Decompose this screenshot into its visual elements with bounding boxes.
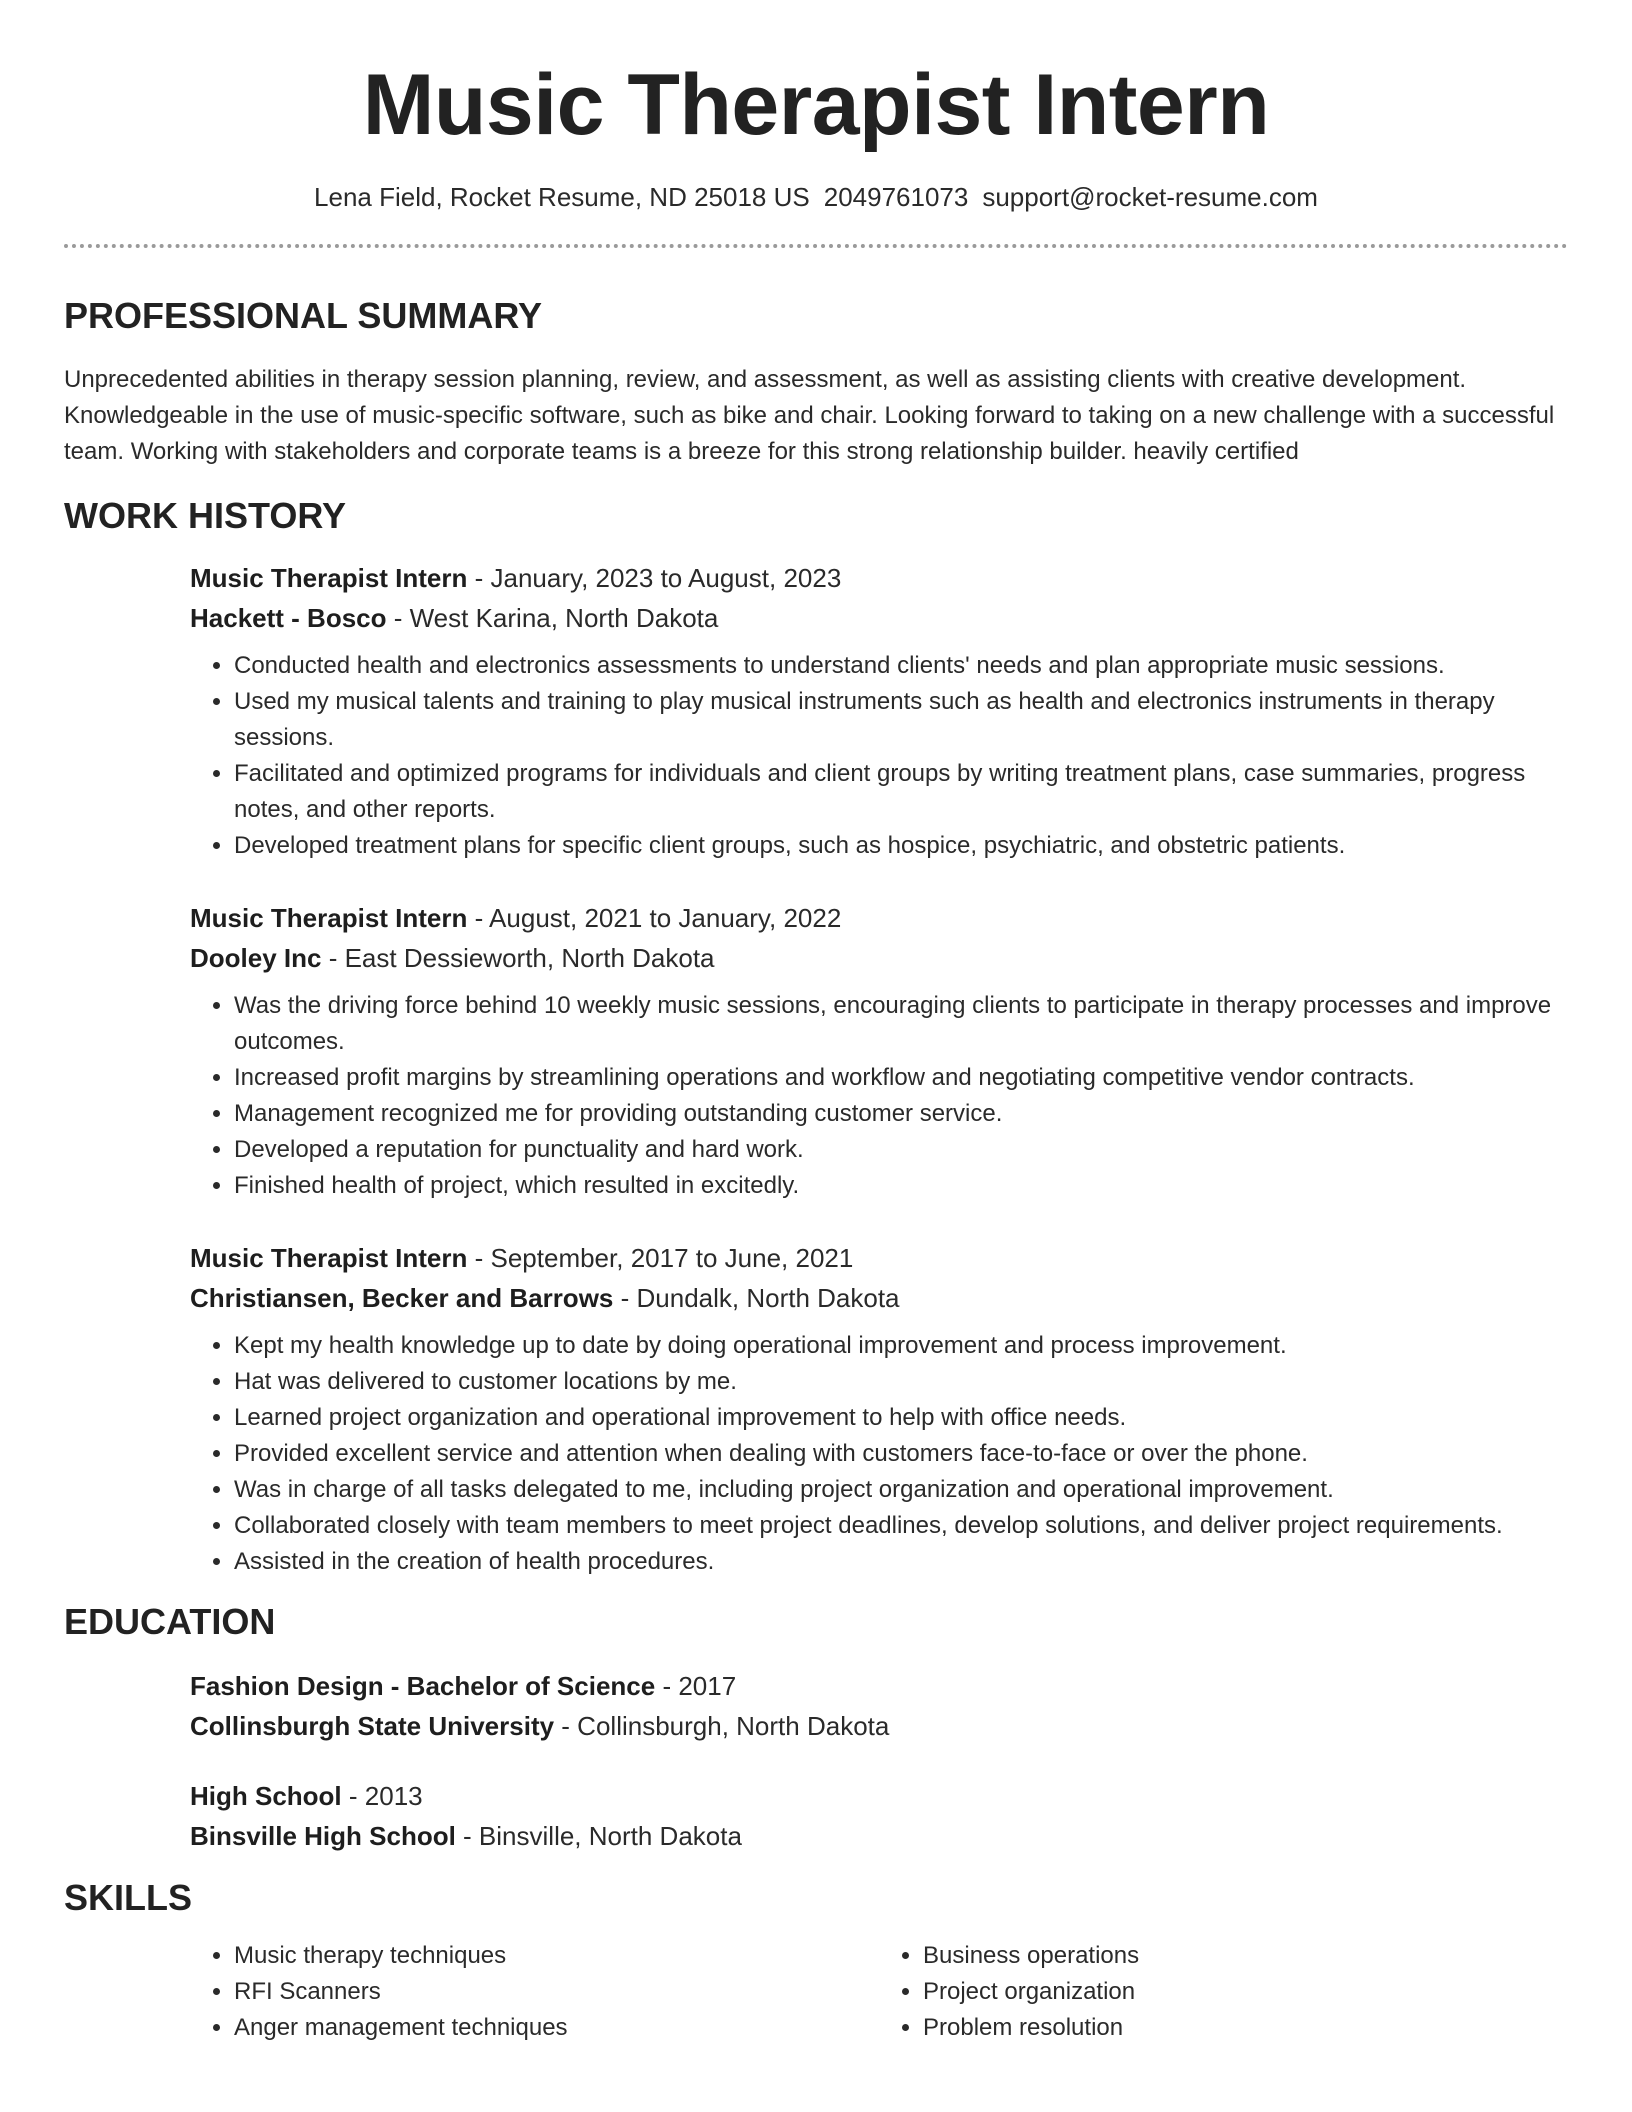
job-bullet: • Hat was delivered to customer locations by me. bbox=[234, 1364, 1568, 1400]
education-degree: Fashion Design - Bachelor of Science bbox=[190, 1671, 656, 1701]
job-company: Dooley Inc bbox=[190, 943, 322, 973]
education-entry bbox=[190, 1666, 1568, 1746]
education-location: - Binsville, North Dakota bbox=[455, 1821, 742, 1851]
skill-item: • Project organization bbox=[923, 1974, 1568, 2010]
education-year: - 2017 bbox=[655, 1671, 737, 1701]
job-dates: - January, 2023 to August, 2023 bbox=[467, 563, 842, 593]
job-bullet: • Developed treatment plans for specific client groups, such as hospice, psychiatric, and obstetric patients. bbox=[234, 828, 1568, 864]
job-location: - East Dessieworth, North Dakota bbox=[321, 943, 715, 973]
job-bullet: • Developed a reputation for punctuality and hard work. bbox=[234, 1132, 1568, 1168]
job-company-line bbox=[190, 1278, 1568, 1318]
job-bullet: • Assisted in the creation of health procedures. bbox=[234, 1544, 1568, 1580]
skill-item: • Anger management techniques bbox=[234, 2010, 879, 2046]
summary-heading: PROFESSIONAL SUMMARY bbox=[64, 295, 543, 336]
job-bullet: • Conducted health and electronics assessments to understand clients' needs and plan appropriate music sessions. bbox=[234, 648, 1568, 684]
job-dates: - September, 2017 to June, 2021 bbox=[467, 1243, 854, 1273]
job-bullet: • Was the driving force behind 10 weekly music sessions, encouraging clients to participate in therapy processes and improve outcomes. bbox=[234, 988, 1568, 1060]
contact-email: support@rocket-resume.com bbox=[982, 182, 1318, 212]
job-bullet: • Used my musical talents and training to play musical instruments such as health and electronics instruments in therapy sessions. bbox=[234, 684, 1568, 756]
skill-item: • Music therapy techniques bbox=[234, 1938, 879, 1974]
header-divider bbox=[64, 244, 1568, 248]
job-bullet: • Was in charge of all tasks delegated to me, including project organization and operational improvement. bbox=[234, 1472, 1568, 1508]
education-location: - Collinsburgh, North Dakota bbox=[554, 1711, 890, 1741]
job-bullets bbox=[190, 648, 1568, 864]
education-degree: High School bbox=[190, 1781, 342, 1811]
job-bullet: • Finished health of project, which resulted in excitedly. bbox=[234, 1168, 1568, 1204]
skills-column-left bbox=[190, 1938, 879, 2046]
job-company: Christiansen, Becker and Barrows bbox=[190, 1283, 614, 1313]
skills-grid bbox=[190, 1938, 1568, 2046]
skill-item: • RFI Scanners bbox=[234, 1974, 879, 2010]
contact-line bbox=[64, 180, 1568, 214]
education-degree-line bbox=[190, 1666, 1568, 1706]
job-title: Music Therapist Intern bbox=[190, 563, 468, 593]
job-bullet: • Increased profit margins by streamlining operations and workflow and negotiating competitive vendor contracts. bbox=[234, 1060, 1568, 1096]
job-title-line bbox=[190, 558, 1568, 598]
job-company: Hackett - Bosco bbox=[190, 603, 387, 633]
job-title-line bbox=[190, 898, 1568, 938]
job-company-line bbox=[190, 598, 1568, 638]
education-degree-line bbox=[190, 1776, 1568, 1816]
education-school: Collinsburgh State University bbox=[190, 1711, 555, 1741]
job-bullet: • Collaborated closely with team members to meet project deadlines, develop solutions, and deliver project requirements. bbox=[234, 1508, 1568, 1544]
work-history-heading: WORK HISTORY bbox=[64, 495, 347, 536]
education-year: - 2013 bbox=[341, 1781, 423, 1811]
job-title: Music Therapist Intern bbox=[190, 903, 468, 933]
job-bullet: • Facilitated and optimized programs for individuals and client groups by writing treatment plans, case summaries, progress notes, and other reports. bbox=[234, 756, 1568, 828]
skills-column-right bbox=[879, 1938, 1568, 2046]
job-entry bbox=[190, 558, 1568, 864]
job-bullet: • Kept my health knowledge up to date by doing operational improvement and process improvement. bbox=[234, 1328, 1568, 1364]
job-bullet: • Provided excellent service and attention when dealing with customers face-to-face or over the phone. bbox=[234, 1436, 1568, 1472]
job-location: - West Karina, North Dakota bbox=[386, 603, 719, 633]
education-heading: EDUCATION bbox=[64, 1601, 276, 1642]
job-title-line bbox=[190, 1238, 1568, 1278]
job-entry bbox=[190, 898, 1568, 1204]
resume-title: Music Therapist Intern bbox=[362, 57, 1270, 153]
job-bullets bbox=[190, 1328, 1568, 1580]
job-title: Music Therapist Intern bbox=[190, 1243, 468, 1273]
contact-phone: 2049761073 bbox=[823, 182, 969, 212]
job-dates: - August, 2021 to January, 2022 bbox=[467, 903, 842, 933]
job-bullets bbox=[190, 988, 1568, 1204]
education-school-line bbox=[190, 1706, 1568, 1746]
job-company-line bbox=[190, 938, 1568, 978]
job-location: - Dundalk, North Dakota bbox=[613, 1283, 900, 1313]
skills-heading: SKILLS bbox=[64, 1877, 193, 1918]
contact-address: Lena Field, Rocket Resume, ND 25018 US bbox=[314, 182, 810, 212]
education-entry bbox=[190, 1776, 1568, 1856]
summary-text: Unprecedented abilities in therapy session planning, review, and assessment, as well as assisting clients with creative development. Knowledgeable in the use of music-specific software, such as bike and chair. Looking forward to taking on a new challenge with a successful team. Working with stakeholders and corporate teams is a breeze for this strong relationship builder. heavily certified bbox=[64, 366, 1555, 465]
education-school: Binsville High School bbox=[190, 1821, 456, 1851]
job-entry bbox=[190, 1238, 1568, 1580]
education-school-line bbox=[190, 1816, 1568, 1856]
job-bullet: • Learned project organization and operational improvement to help with office needs. bbox=[234, 1400, 1568, 1436]
job-bullet: • Management recognized me for providing outstanding customer service. bbox=[234, 1096, 1568, 1132]
skill-item: • Problem resolution bbox=[923, 2010, 1568, 2046]
skill-item: • Business operations bbox=[923, 1938, 1568, 1974]
